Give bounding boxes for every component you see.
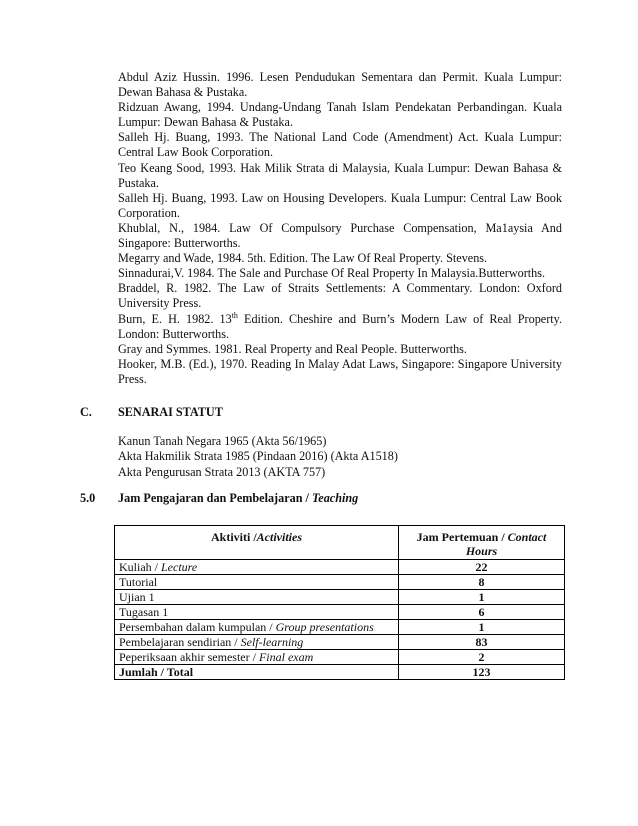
section-heading-5 [80, 491, 358, 506]
teaching-hours-table [114, 525, 565, 680]
table-row [115, 635, 565, 650]
header-text: Aktiviti / [211, 530, 257, 544]
reference-item: Salleh Hj. Buang, 1993. The National Land Code (Amendment) Act. Kuala Lumpur: Central Law Book Corporation. [118, 130, 562, 160]
activity-en: Lecture [161, 560, 198, 574]
table-header-row [115, 526, 565, 560]
activity-cell [115, 620, 399, 635]
table-row [115, 650, 565, 665]
section-title: Jam Pengajaran dan Pembelajaran / [118, 491, 312, 505]
section-title-en: Teaching [311, 491, 359, 505]
reference-item [118, 312, 562, 342]
activity-en: Group presentations [275, 620, 374, 634]
reference-text: Burn, E. H. 1982. 13 [118, 311, 232, 326]
total-hours: 123 [399, 665, 565, 680]
header-text: Jam Pertemuan / [416, 530, 508, 544]
activity-en: Final exam [258, 650, 314, 664]
hours-cell: 1 [399, 620, 565, 635]
table-row [115, 590, 565, 605]
header-text-en: Contact Hours [465, 530, 547, 558]
activity-ms: Tugasan 1 [119, 605, 169, 619]
reference-item: Teo Keang Sood, 1993. Hak Milik Strata di Malaysia, Kuala Lumpur: Dewan Bahasa & Pustaka. [118, 160, 562, 190]
hours-cell: 22 [399, 560, 565, 575]
statute-item: Kanun Tanah Negara 1965 (Akta 56/1965) [118, 434, 327, 448]
activity-cell [115, 560, 399, 575]
activity-cell [115, 575, 399, 590]
reference-item: Abdul Aziz Hussin. 1996. Lesen Pendudukan Sementara dan Permit. Kuala Lumpur: Dewan Bahasa & Pustaka. [118, 70, 562, 100]
column-header-activity [115, 526, 399, 560]
activity-ms: Pembelajaran sendirian / [119, 635, 241, 649]
activity-ms: Peperiksaan akhir semester / [119, 650, 259, 664]
hours-cell: 2 [399, 650, 565, 665]
activity-cell [115, 650, 399, 665]
section-title: SENARAI STATUT [118, 405, 223, 419]
reference-item: Braddel, R. 1982. The Law of Straits Settlements: A Commentary. London: Oxford University Press. [118, 281, 562, 311]
statute-item: Akta Pengurusan Strata 2013 (AKTA 757) [118, 464, 326, 479]
reference-list [118, 70, 562, 387]
statute-list [118, 434, 398, 480]
reference-item: Gray and Symmes. 1981. Real Property and Real People. Butterworths. [118, 341, 467, 356]
activity-ms: Persembahan dalam kumpulan / [119, 620, 276, 634]
section-letter: C. [80, 405, 92, 419]
reference-item: Hooker, M.B. (Ed.), 1970. Reading In Malay Adat Laws, Singapore: Singapore University Press. [118, 356, 562, 386]
header-text-en: Activities [256, 530, 302, 544]
reference-item: Megarry and Wade, 1984. 5th. Edition. The Law Of Real Property. Stevens. [118, 251, 488, 266]
activity-ms: Ujian 1 [119, 590, 155, 604]
activity-ms: Kuliah / [119, 560, 161, 574]
statute-item: Akta Hakmilik Strata 1985 (Pindaan 2016) (Akta A1518) [118, 449, 398, 464]
table-row [115, 605, 565, 620]
section-heading-c [80, 405, 223, 420]
activity-cell [115, 635, 399, 650]
column-header-hours [399, 526, 565, 560]
reference-item: Ridzuan Awang, 1994. Undang-Undang Tanah Islam Pendekatan Perbandingan. Kuala Lumpur: Dewan Bahasa & Pustaka. [118, 100, 562, 130]
activity-ms: Tutorial [119, 575, 158, 589]
reference-item: Sinnadurai,V. 1984. The Sale and Purchase Of Real Property In Malaysia.Butterworths. [118, 266, 546, 281]
table-row [115, 575, 565, 590]
activity-cell [115, 605, 399, 620]
table-row [115, 620, 565, 635]
hours-cell: 6 [399, 605, 565, 620]
table-row [115, 560, 565, 575]
reference-item: Salleh Hj. Buang, 1993. Law on Housing Developers. Kuala Lumpur: Central Law Book Corporation. [118, 190, 562, 220]
hours-cell: 1 [399, 590, 565, 605]
section-number: 5.0 [80, 491, 96, 505]
table-total-row [115, 665, 565, 680]
hours-cell: 8 [399, 575, 565, 590]
total-label: Jumlah / Total [115, 665, 399, 680]
hours-cell: 83 [399, 635, 565, 650]
reference-text: Edition. Cheshire and Burn’s Modern Law of Real Property. London: Butterworths. [118, 311, 562, 341]
reference-item: Khublal, N., 1984. Law Of Compulsory Purchase Compensation, Ma1aysia And Singapore: Butterworths. [118, 220, 562, 251]
activity-en: Self-learning [240, 635, 304, 649]
superscript: th [231, 310, 238, 320]
activity-cell [115, 590, 399, 605]
